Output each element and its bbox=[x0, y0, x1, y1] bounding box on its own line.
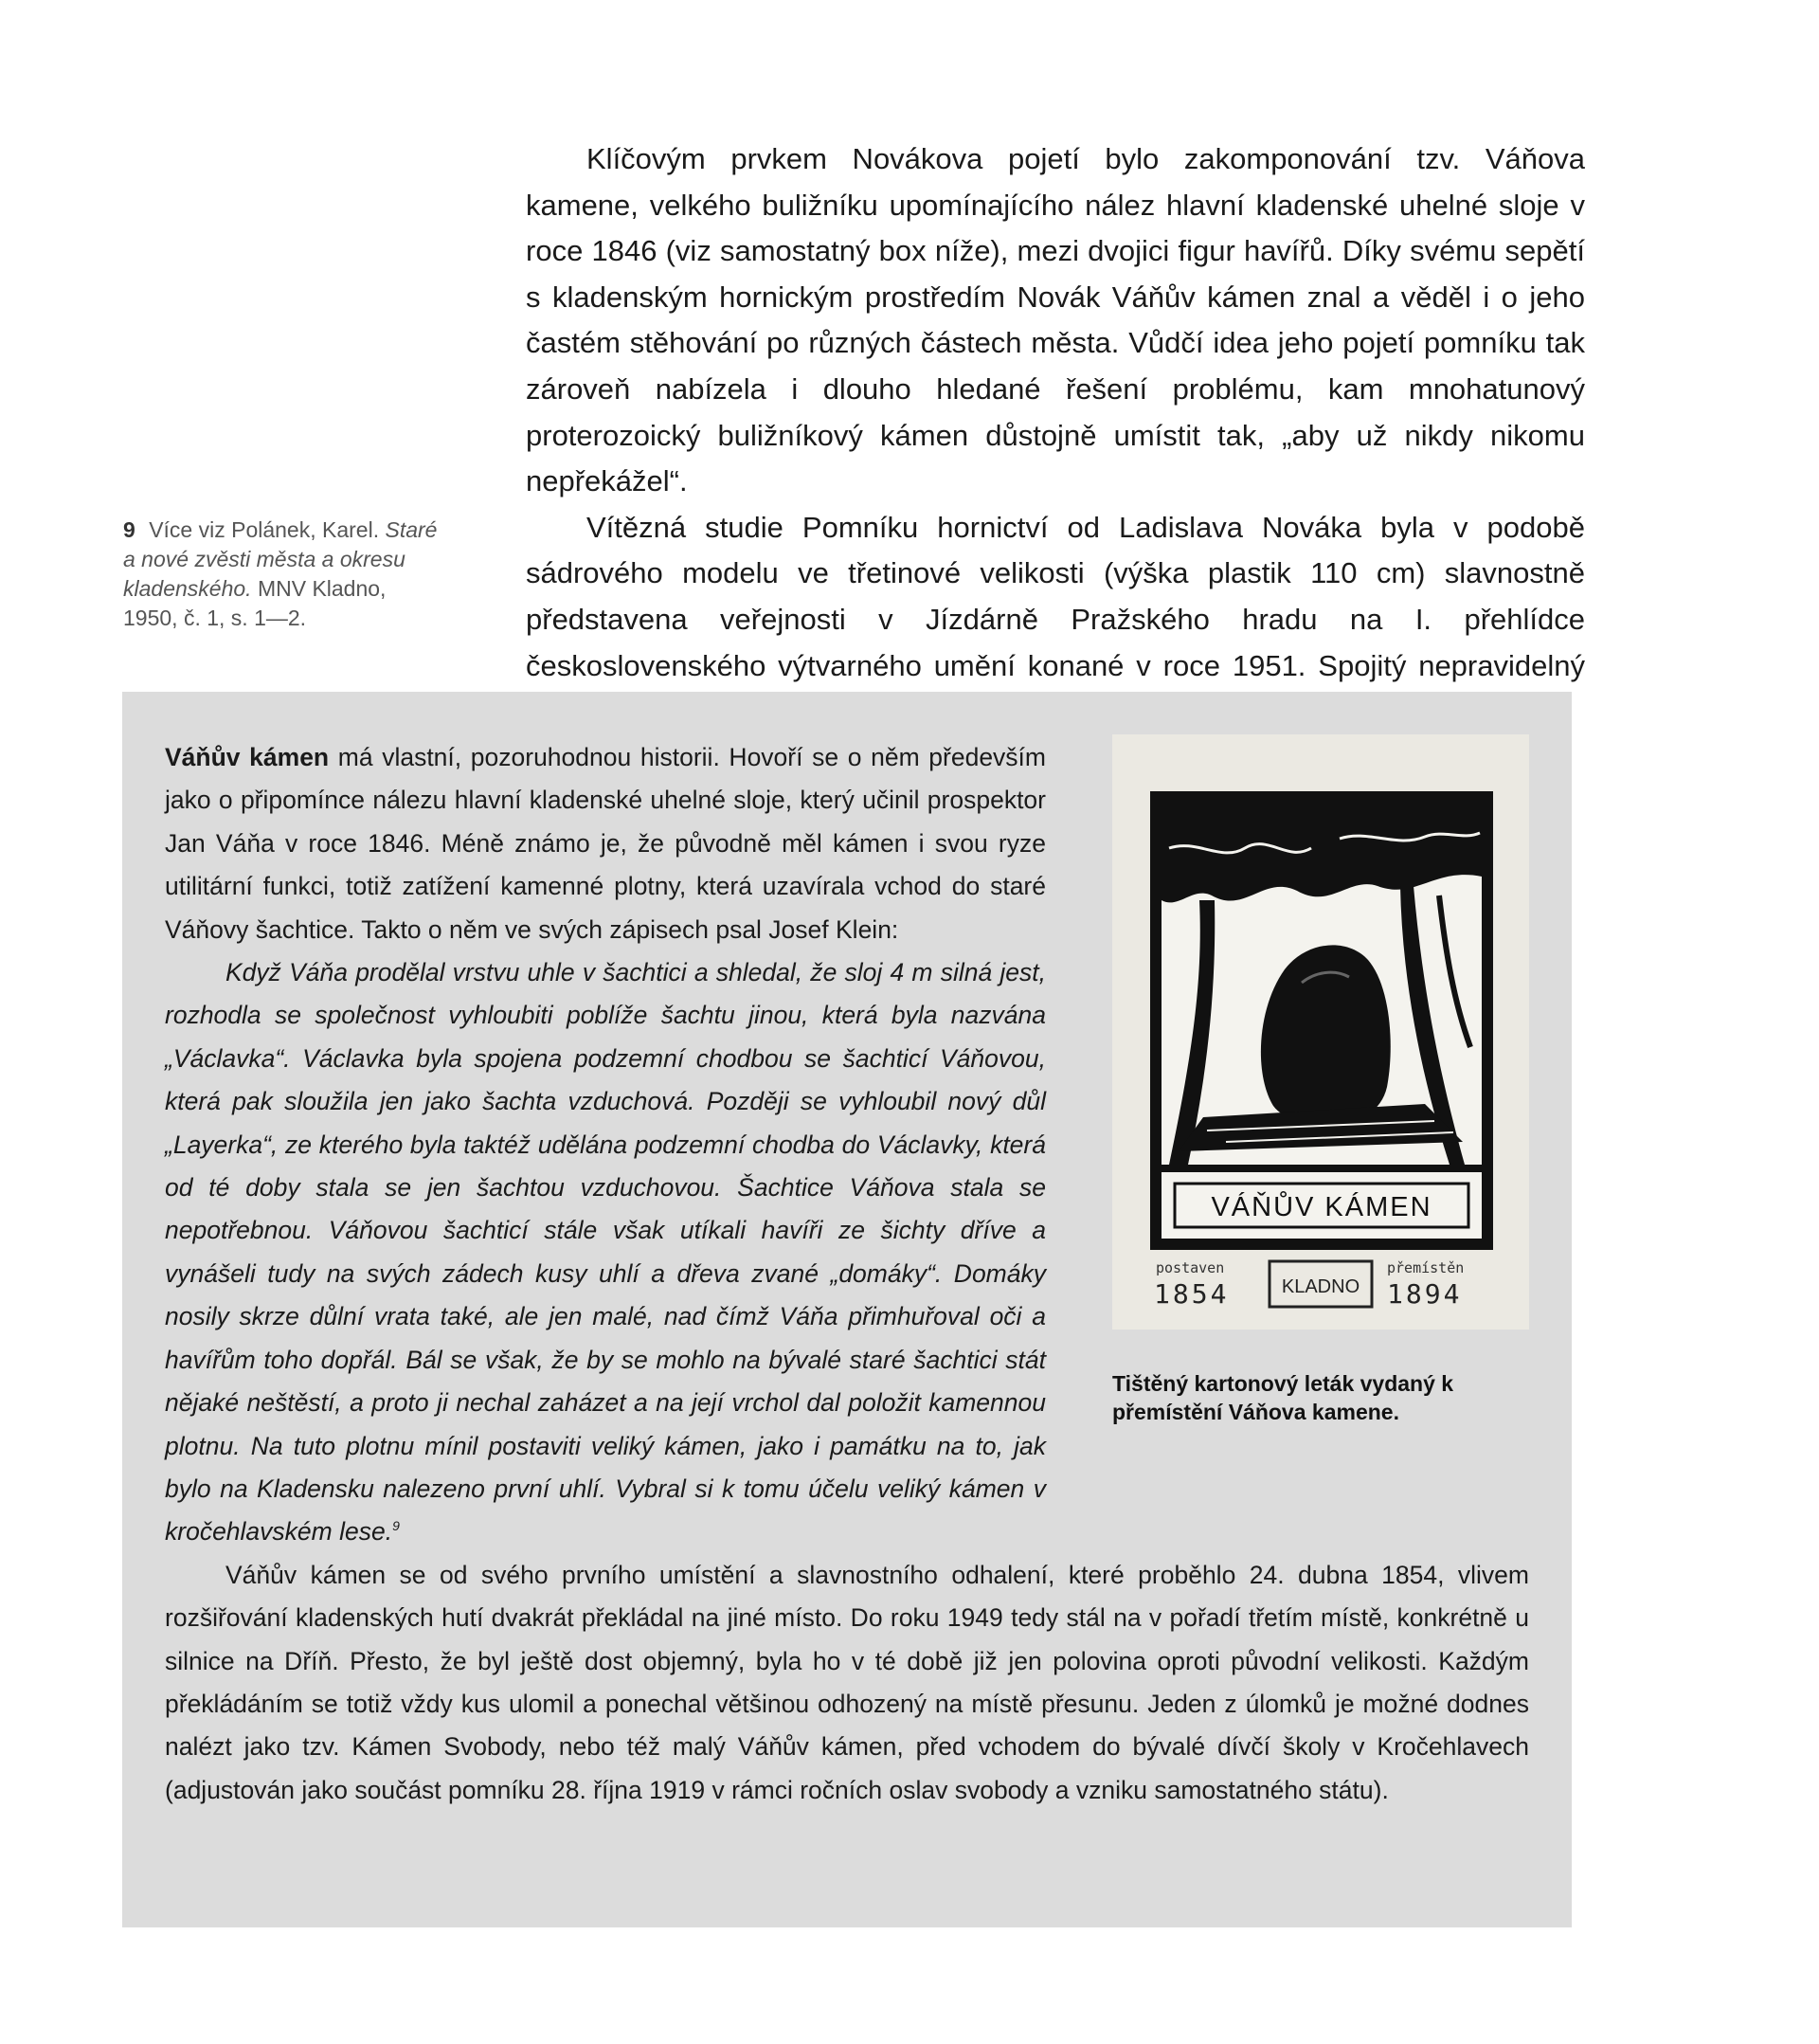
box-lead-term: Váňův kámen bbox=[165, 743, 330, 771]
main-paragraph-2: Vítězná studie Pomníku hornictví od Ladislava Nováka byla v podobě sádrového modelu ve třetinové velikosti (výška plastik 110 cm) slavnostně představena veřejnosti v Jízdárně Pražského hradu na I. přehlídce československého výtvarného umění konané v roce 1951. Spojitý nepravidelný bbox=[526, 510, 1585, 682]
footnote-text-before: Více viz Polánek, Karel. bbox=[149, 517, 380, 542]
leaflet-right-year: 1894 bbox=[1387, 1278, 1463, 1310]
footnote-publication-title: Staré a nové zvěsti města a okresu kladenského. bbox=[123, 517, 438, 601]
box-closing-paragraph: Váňův kámen se od svého prvního umístění a slavnostního odhalení, které proběhlo 24. dubna 1854, vlivem rozšiřování kladenských hutí dvakrát překládal na jiné místo. Do roku 1949 tedy stál na v pořadí třetím místě, konkrétně u silnice na Dříň. Přesto, že byl ještě dost objemný, byla ho v té době již jen polovina oproti původní velikosti. Každým překládáním se totiž vždy kus ulomil a ponechal většinou odhozený na místě přesunu. Jeden z úlomků je možné dodnes nalézt jako tzv. Kámen Svobody, nebo též malý Váňův kámen, před vchodem do bývalé dívčí školy v Kročehlavech (adjustován jako součást pomníku 28. října 1919 v rámci ročních oslav svobody a vzniku samostatného státu). bbox=[165, 1560, 1529, 1804]
box-intro-text: má vlastní, pozoruhodnou historii. Hovoří se o něm především jako o připomínce nálezu hlavní kladenské uhelné sloje, který učinil prospektor Jan Váňa v roce 1846. Méně známo je, že původně měl kámen i svou ryze utilitární funkci, totiž zatížení kamenné plotny, která uzavírala vchod do staré Váňovy šachtice. Takto o něm ve svých zápisech psal Josef Klein: bbox=[165, 743, 1046, 944]
info-box bbox=[122, 692, 1572, 1927]
footnote-text-after: MNV Kladno, 1950, č. 1, s. 1—2. bbox=[123, 576, 387, 630]
main-paragraph-1: Klíčovým prvkem Novákova pojetí bylo zakomponování tzv. Váňova kamene, velkého buližníku upomínajícího nález hlavní kladenské uhelné sloje v roce 1846 (viz samostatný box níže), mezi dvojici figur havířů. Díky svému sepětí s kladenským hornickým prostředím Novák Váňův kámen znal a věděl i o jeho častém stěhování po různých částech města. Vůdčí idea jeho pojetí pomníku tak zároveň nabízela i dlouho hledané řešení problému, kam mnohatunový proterozoický buližníkový kámen důstojně umístit tak, „aby už nikdy nikomu nepřekážel“. bbox=[526, 142, 1585, 498]
leaflet-figure bbox=[1112, 734, 1529, 1524]
footnote bbox=[123, 516, 445, 633]
leaflet-plaque-title: VÁŇŮV KÁMEN bbox=[1211, 1192, 1432, 1222]
box-quote-note-ref: 9 bbox=[392, 1518, 400, 1534]
leaflet-center-label: KLADNO bbox=[1281, 1276, 1360, 1297]
info-box-text bbox=[165, 736, 1529, 1812]
leaflet-left-year: 1854 bbox=[1154, 1278, 1230, 1310]
leaflet-image bbox=[1112, 734, 1529, 1330]
box-quote-text: Když Váňa prodělal vrstvu uhle v šachtici a shledal, že sloj 4 m silná jest, rozhodla se společnost vyhloubiti poblíže šachtu jinou, která byla nazvána „Václavka“. Václavka byla spojena podzemní chodbou se šachticí Váňovou, která pak sloužila jen jako šachta vzduchová. Později se vyhloubil nový důl „Layerka“, ze kterého byla taktéž udělána podzemní chodba do Václavky, která od té doby stala se jen šachtou vzduchovou. Šachtice Váňova stala se nepotřebnou. Váňovou šachticí stále však utíkali havíři ze šichty dříve a vynášeli tudy na svých zádech kusy uhlí a dřeva zvané „domáky“. Domáky nosily skrze důlní vrata také, ale jen malé, nad čímž Váňa přimhuřoval oči a havířům toho dopřál. Bál se však, že by se mohlo na bývalé staré šachtici stát nějaké neštěstí, a proto ji nechal zaházet a na její vrchol dal položit kamennou plotnu. Na tuto plotnu mínil postaviti veliký kámen, jako i památku na to, jak bylo na Kladensku nalezeno první uhlí. Vybral si k tomu účelu veliký kámen v kročehlavském lese. bbox=[165, 958, 1046, 1547]
main-text-column bbox=[526, 136, 1585, 735]
leaflet-caption: Tištěný kartonový leták vydaný k přemístění Váňova kamene. bbox=[1112, 1371, 1454, 1424]
leaflet-right-label: přemístěn bbox=[1387, 1259, 1465, 1276]
footnote-number: 9 bbox=[123, 517, 135, 542]
leaflet-left-label: postaven bbox=[1156, 1259, 1225, 1276]
